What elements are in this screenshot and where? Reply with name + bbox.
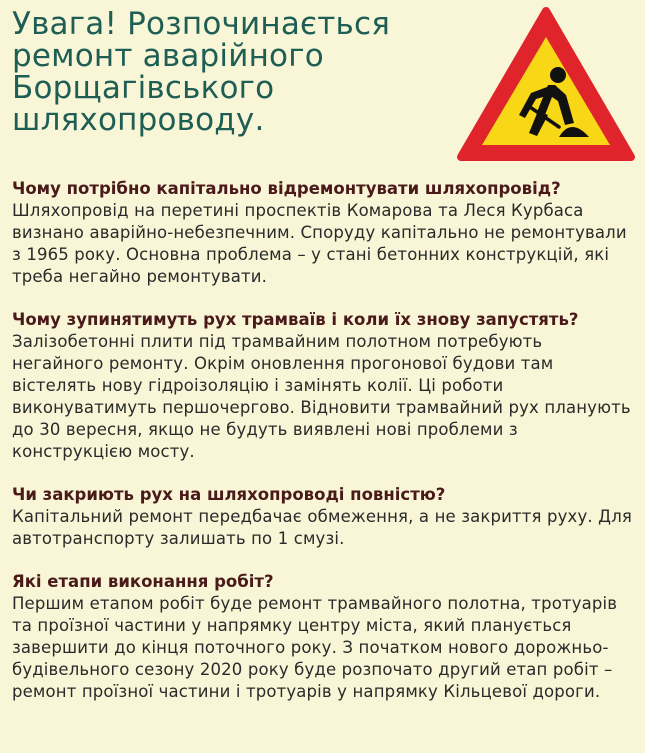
faq-answer: Залізобетонні плити під трамвайним полотном потребують негайного ремонту. Окрім оновлення прогонової будови там вістелять нову гідроізоляцію і замінять колії. Ці роботи виконуватимуть першочергово. Відновити трамвайний рух планують до 30 вересня, якщо не будуть виявлені нові проблеми з конструкцією мосту. [12,332,631,461]
faq-item [12,309,637,463]
faq-question: Чому потрібно капітально відремонтувати шляхопровід? [12,179,561,198]
faq-answer: Першим етапом робіт буде ремонт трамвайного полотна, тротуарів та проїзної частини у напрямку центру міста, який планується завершити до кінця поточного року. З початком нового дорожньо-будівельного сезону 2020 року буде розпочато другий етап робіт – ремонт проїзної частини і тротуарів у напрямку Кільцевої дороги. [12,594,618,701]
faq-item [12,571,637,703]
faq-answer: Капітальний ремонт передбачає обмеження, а не закриття руху. Для автотранспорту залишать по 1 смузі. [12,507,632,548]
faq-question: Чи закриють рух на шляхопроводі повністю? [12,485,446,504]
faq-item [12,484,637,550]
faq-content [12,178,637,724]
page-title: Увага! Розпочинається ремонт аварійного Борщагівського шляхопроводу. [12,6,391,138]
faq-question: Які етапи виконання робіт? [12,572,274,591]
road-works-sign-icon [455,5,637,163]
faq-question: Чому зупинятимуть рух трамваїв і коли їх знову запустять? [12,310,579,329]
faq-answer: Шляхопровід на перетині проспектів Комарова та Леся Курбаса визнано аварійно-небезпечним. Споруду капітально не ремонтували з 1965 року. Основна проблема – у стані бетонних конструкцій, які треба негайно ремонтувати. [12,201,627,286]
faq-item [12,178,637,288]
